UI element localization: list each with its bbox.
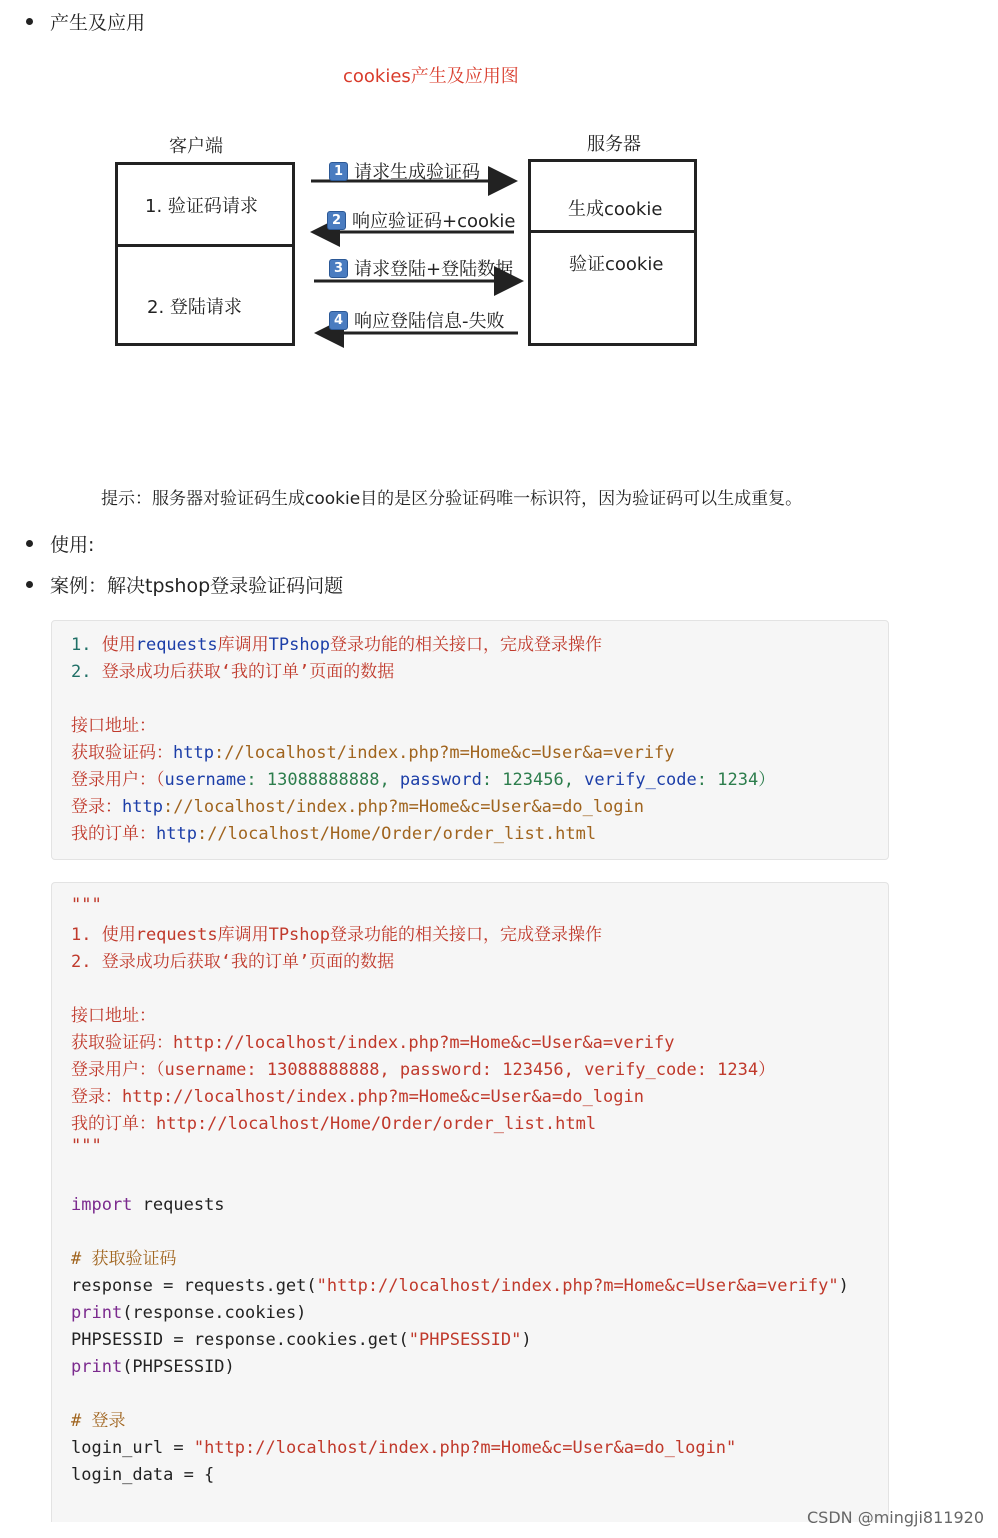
code-token: : 123456, <box>481 770 585 790</box>
code-line: 接口地址： <box>71 716 156 736</box>
code-token: verify_code <box>584 770 697 790</box>
code-token: password <box>399 770 482 790</box>
step-number-badge: 4 <box>329 311 348 330</box>
code-line <box>71 1329 532 1351</box>
code-token: : 13088888888, <box>246 770 400 790</box>
code-token: 我的订单： <box>71 824 156 844</box>
code-token: "http://localhost/index.php?m=Home&c=User&a=do_login" <box>193 1438 737 1458</box>
arrow-label-3 <box>329 255 513 281</box>
code-line <box>71 1302 306 1324</box>
step-number-badge: 3 <box>329 259 348 278</box>
code-token: 登录成功后获取‘我的订单’页面的数据 <box>101 662 395 682</box>
code-line <box>71 742 675 764</box>
code-token: http <box>156 824 197 844</box>
code-token: 获取验证码： <box>71 743 173 763</box>
hint-text: 提示：服务器对验证码生成cookie目的是区分验证码唯一标识符，因为验证码可以生成重复。 <box>101 489 803 509</box>
code-block-1[interactable] <box>51 620 889 860</box>
code-token: : 1234） <box>696 770 776 790</box>
arrow-label-1 <box>329 158 480 184</box>
code-token: ) <box>838 1276 849 1296</box>
code-line <box>71 661 394 683</box>
code-line: # 登录 <box>71 1411 126 1431</box>
code-token: "http://localhost/index.php?m=Home&c=User&a=verify" <box>316 1276 839 1296</box>
bullet-text: 使用: <box>50 534 95 556</box>
code-token: ://localhost/index.php?m=Home&c=User&a=do_login <box>162 797 644 817</box>
arrow-text: 响应验证码+cookie <box>352 211 516 232</box>
code-block-2[interactable] <box>51 882 889 1522</box>
step-number-badge: 2 <box>327 211 346 230</box>
code-token: http <box>173 743 214 763</box>
bullet-dot <box>26 540 33 547</box>
watermark: CSDN @mingji811920 <box>807 1508 984 1527</box>
bullet-text: 案例：解决tpshop登录验证码问题 <box>50 575 344 597</box>
code-token: http <box>122 797 163 817</box>
arrow-label-4 <box>329 307 505 333</box>
code-line: 获取验证码：http://localhost/index.php?m=Home&c=User&a=verify <box>71 1033 675 1053</box>
code-line <box>71 1194 225 1216</box>
code-line: """ <box>71 1136 102 1156</box>
code-token: requests <box>132 1195 225 1215</box>
code-line: # 获取验证码 <box>71 1249 177 1269</box>
code-line <box>71 769 775 791</box>
code-line: 1. 使用requests库调用TPshop登录功能的相关接口，完成登录操作 <box>71 925 602 945</box>
code-token: (response.cookies) <box>122 1303 307 1323</box>
code-token: username <box>164 770 247 790</box>
code-line <box>71 1275 849 1297</box>
code-line: 我的订单：http://localhost/Home/Order/order_list.html <box>71 1114 597 1134</box>
code-token: 登录功能的相关接口，完成登录操作 <box>330 635 603 655</box>
code-token: 2. <box>71 662 102 682</box>
client-step-1: 1. 验证码请求 <box>145 196 258 217</box>
arrow-text: 响应登陆信息-失败 <box>354 311 505 332</box>
client-label: 客户端 <box>169 136 223 157</box>
code-token: 登录： <box>71 797 122 817</box>
code-token: TPshop <box>268 635 331 655</box>
code-line: 接口地址： <box>71 1006 156 1026</box>
code-line <box>71 1356 235 1378</box>
code-line: 登录用户：（username: 13088888888, password: 123456, verify_code: 1234） <box>71 1060 776 1080</box>
code-line <box>71 1437 736 1459</box>
step-number-badge: 1 <box>329 162 348 181</box>
arrow-text: 请求登陆+登陆数据 <box>354 259 514 280</box>
code-line <box>71 634 602 656</box>
code-token: PHPSESSID = response.cookies.get( <box>71 1330 409 1350</box>
diagram-title: cookies产生及应用图 <box>343 66 519 87</box>
code-line: 登录：http://localhost/index.php?m=Home&c=User&a=do_login <box>71 1087 644 1107</box>
server-label: 服务器 <box>587 134 641 155</box>
code-token: login_url = <box>71 1438 194 1458</box>
code-token: print <box>71 1303 123 1323</box>
code-token: 库调用 <box>217 635 269 655</box>
arrows-svg <box>0 0 998 400</box>
code-token: print <box>71 1357 123 1377</box>
code-token: response = requests.get( <box>71 1276 317 1296</box>
code-token: (PHPSESSID) <box>122 1357 235 1377</box>
arrow-label-2 <box>327 207 516 233</box>
code-token: ) <box>521 1330 532 1350</box>
code-line <box>71 796 644 818</box>
code-line: login_data = { <box>71 1465 215 1485</box>
code-token: "PHPSESSID" <box>408 1330 522 1350</box>
code-line <box>71 823 596 845</box>
code-line: 2. 登录成功后获取‘我的订单’页面的数据 <box>71 952 395 972</box>
code-token: 使用 <box>101 635 136 655</box>
code-token: 1. <box>71 635 102 655</box>
server-step-1: 生成cookie <box>568 199 663 220</box>
code-token: requests <box>135 635 218 655</box>
code-token: 登录用户：（ <box>71 770 165 790</box>
server-step-2: 验证cookie <box>569 254 664 275</box>
bullet-text: 产生及应用 <box>50 12 146 34</box>
bullet-dot <box>26 581 33 588</box>
code-token: ://localhost/index.php?m=Home&c=User&a=verify <box>213 743 675 763</box>
code-line: """ <box>71 895 102 915</box>
client-step-2: 2. 登陆请求 <box>147 297 242 318</box>
code-token: ://localhost/Home/Order/order_list.html <box>196 824 597 844</box>
arrow-text: 请求生成验证码 <box>354 162 480 183</box>
code-token: import <box>71 1195 133 1215</box>
